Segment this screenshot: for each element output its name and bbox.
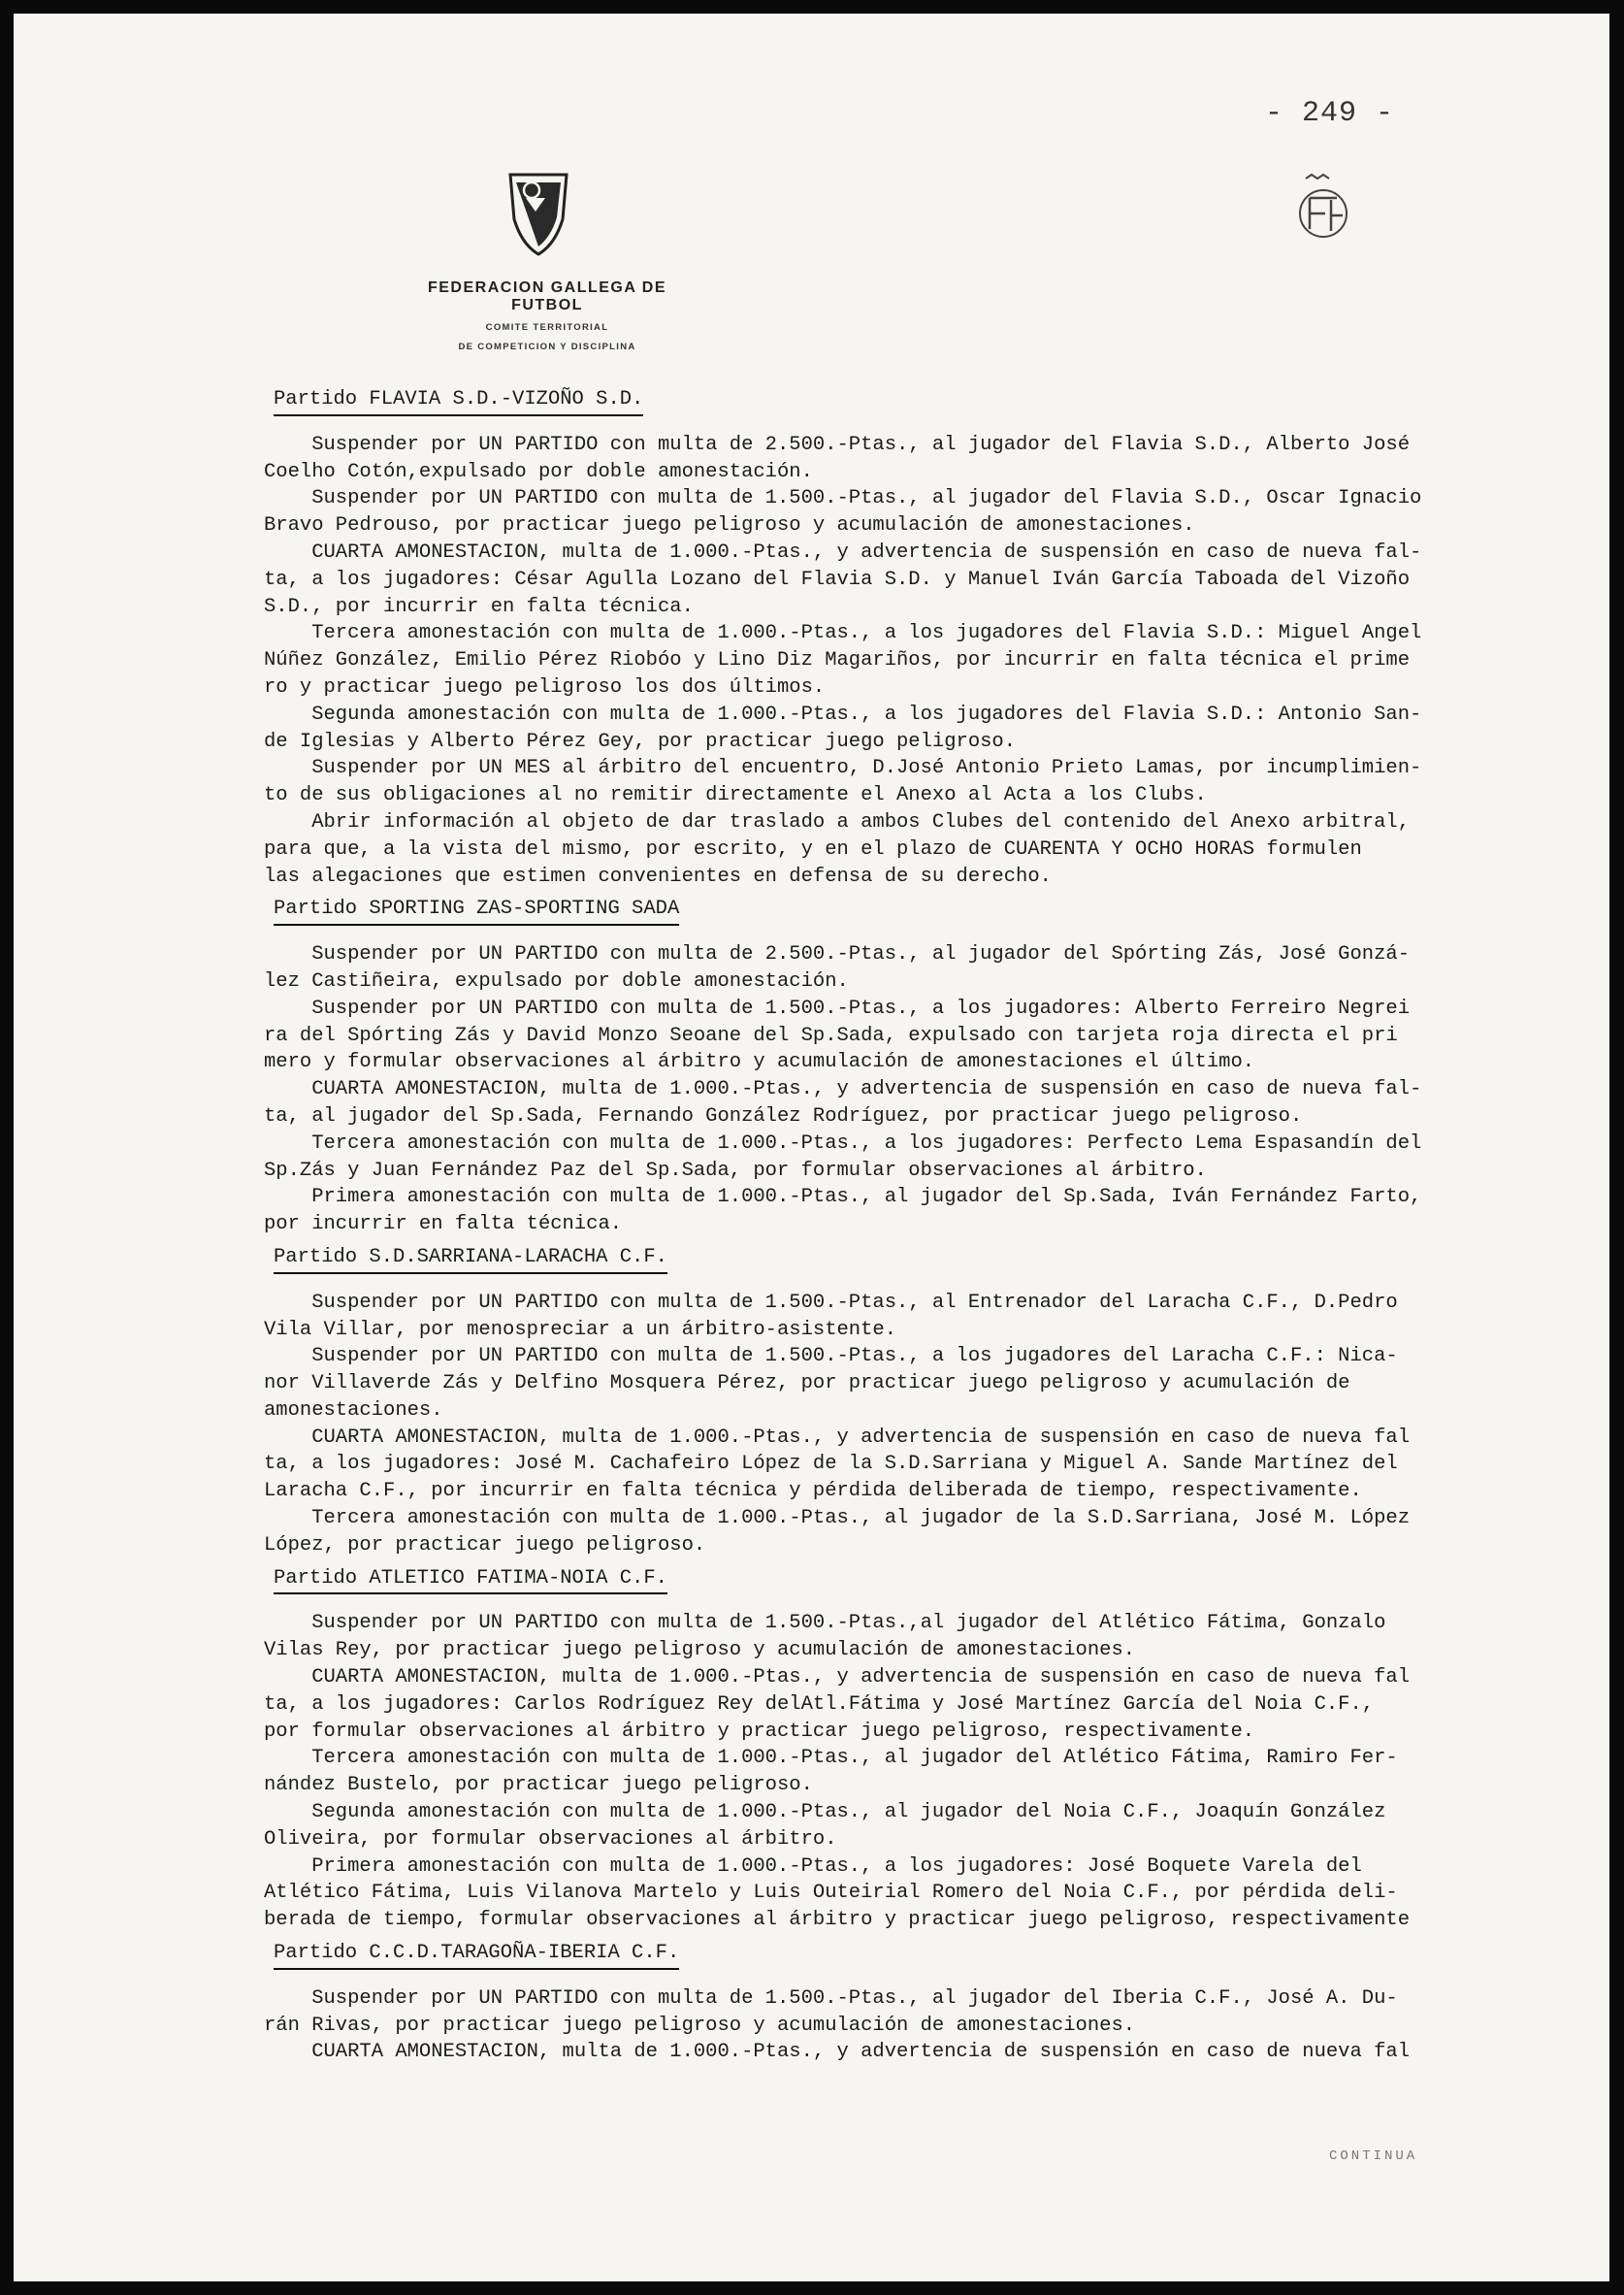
federation-crest-icon (506, 169, 570, 258)
resolution-paragraph (264, 1505, 1609, 1559)
resolution-paragraph (264, 1131, 1609, 1185)
committee-line-2: DE COMPETICION Y DISCIPLINA (458, 342, 636, 352)
text-line: CUARTA AMONESTACION, multa de 1.000.-Ptas., y advertencia de suspensión en caso de nueva fal (264, 1666, 1410, 1689)
text-line: berada de tiempo, formular observaciones al árbitro y practicar juego peligroso, respectivamente (264, 1909, 1410, 1932)
text-line: lez Castiñeira, expulsado por doble amonestación. (264, 969, 849, 993)
resolution-paragraph (264, 1745, 1609, 1799)
resolution-paragraph (264, 1425, 1609, 1505)
text-line: Abrir información al objeto de dar traslado a ambos Clubes del contenido del Anexo arbitral, (264, 810, 1410, 834)
text-line: para que, a la vista del mismo, por escrito, y en el plazo de CUARENTA Y OCHO HORAS formulen (264, 837, 1362, 861)
text-line: Núñez González, Emilio Pérez Riobóo y Lino Diz Magariños, por incurrir en falta técnica el prime (264, 649, 1410, 672)
text-line: por incurrir en falta técnica. (264, 1213, 623, 1236)
resolution-paragraph (264, 1664, 1609, 1745)
resolution-paragraph (264, 1985, 1609, 2040)
resolution-paragraph (264, 620, 1609, 701)
continua-mark: CONTINUA (1329, 2148, 1418, 2164)
resolution-paragraph (264, 2039, 1609, 2066)
text-line: Vila Villar, por menospreciar a un árbitro-asistente. (264, 1318, 897, 1341)
text-line: rán Rivas, por practicar juego peligroso y acumulación de amonestaciones. (264, 2014, 1136, 2037)
text-line: Primera amonestación con multa de 1.000.-Ptas., al jugador del Sp.Sada, Iván Fernández Farto, (264, 1186, 1422, 1209)
text-line: las alegaciones que estimen convenientes en defensa de su derecho. (264, 865, 1052, 888)
text-line: Tercera amonestación con multa de 1.000.-Ptas., a los jugadores del Flavia S.D.: Miguel Angel (264, 622, 1422, 645)
document-page (14, 14, 1609, 2281)
text-line: Vilas Rey, por practicar juego peligroso y acumulación de amonestaciones. (264, 1639, 1136, 1662)
committee-line-1: COMITE TERRITORIAL (485, 322, 609, 333)
text-line: to de sus obligaciones al no remitir directamente el Anexo al Acta a los Clubs. (264, 784, 1207, 807)
text-line: Laracha C.F., por incurrir en falta técnica y pérdida deliberada de tiempo, respectivamente. (264, 1480, 1362, 1503)
text-line: Tercera amonestación con multa de 1.000.-Ptas., al jugador de la S.D.Sarriana, José M. López (264, 1507, 1410, 1530)
text-line: Suspender por UN PARTIDO con multa de 1.500.-Ptas., a los jugadores del Laracha C.F.: Nica- (264, 1345, 1398, 1368)
resolution-paragraph (264, 702, 1609, 756)
match-heading: Partido ATLETICO FATIMA-NOIA C.F. (274, 1565, 667, 1595)
match-heading: Partido C.C.D.TARAGOÑA-IBERIA C.F. (274, 1940, 679, 1970)
match-section (264, 380, 1609, 890)
resolution-paragraph (264, 755, 1609, 809)
text-line: Oliveira, por formular observaciones al árbitro. (264, 1827, 837, 1851)
text-line: por formular observaciones al árbitro y practicar juego peligroso, respectivamente. (264, 1720, 1255, 1743)
text-line: S.D., por incurrir en falta técnica. (264, 595, 694, 618)
text-line: Suspender por UN PARTIDO con multa de 1.500.-Ptas.,al jugador del Atlético Fátima, Gonzalo (264, 1612, 1386, 1635)
text-line: Bravo Pedrouso, por practicar juego peligroso y acumulación de amonestaciones. (264, 514, 1195, 538)
text-line: Suspender por UN PARTIDO con multa de 1.500.-Ptas., al jugador del Iberia C.F., José A. Du- (264, 1986, 1398, 2010)
text-line: CUARTA AMONESTACION, multa de 1.000.-Ptas., y advertencia de suspensión en caso de nueva fal (264, 1426, 1410, 1449)
text-line: Sp.Zás y Juan Fernández Paz del Sp.Sada, por formular observaciones al árbitro. (264, 1159, 1207, 1182)
text-line: Suspender por UN PARTIDO con multa de 2.500.-Ptas., al jugador del Flavia S.D., Alberto José (264, 433, 1410, 456)
text-line: CUARTA AMONESTACION, multa de 1.000.-Ptas., y advertencia de suspensión en caso de nueva fal- (264, 541, 1422, 564)
text-line: amonestaciones. (264, 1398, 443, 1422)
text-line: Suspender por UN PARTIDO con multa de 1.500.-Ptas., a los jugadores: Alberto Ferreiro Negrei (264, 997, 1410, 1020)
text-line: Suspender por UN PARTIDO con multa de 1.500.-Ptas., al Entrenador del Laracha C.F., D.Pedro (264, 1291, 1398, 1314)
resolution-paragraph (264, 1343, 1609, 1424)
resolution-paragraph (264, 432, 1609, 486)
resolution-paragraph (264, 1610, 1609, 1664)
match-section (264, 1238, 1609, 1559)
resolution-paragraph (264, 1076, 1609, 1131)
text-line: Tercera amonestación con multa de 1.000.-Ptas., al jugador del Atlético Fátima, Ramiro Fer- (264, 1747, 1398, 1770)
text-line: Suspender por UN PARTIDO con multa de 1.500.-Ptas., al jugador del Flavia S.D., Oscar Ignacio (264, 487, 1422, 510)
text-line: CUARTA AMONESTACION, multa de 1.000.-Ptas., y advertencia de suspensión en caso de nueva fal (264, 2041, 1410, 2064)
text-line: Segunda amonestación con multa de 1.000.-Ptas., a los jugadores del Flavia S.D.: Antonio San- (264, 703, 1422, 726)
text-line: CUARTA AMONESTACION, multa de 1.000.-Ptas., y advertencia de suspensión en caso de nueva fal- (264, 1078, 1422, 1101)
text-line: ra del Spórting Zás y David Monzo Seoane del Sp.Sada, expulsado con tarjeta roja directa el pri (264, 1024, 1398, 1047)
text-line: mero y formular observaciones al árbitro y acumulación de amonestaciones el último. (264, 1051, 1255, 1074)
resolutions-body (264, 380, 1609, 2066)
text-line: Coelho Cotón,expulsado por doble amonestación. (264, 460, 813, 483)
resolution-paragraph (264, 996, 1609, 1076)
match-heading: Partido FLAVIA S.D.-VIZOÑO S.D. (274, 386, 643, 416)
text-line: ta, a los jugadores: Carlos Rodríguez Rey delAtl.Fátima y José Martínez García del Noia C.F., (264, 1692, 1375, 1716)
resolution-paragraph (264, 485, 1609, 540)
text-line: nor Villaverde Zás y Delfino Mosquera Pérez, por practicar juego peligroso y acumulación de (264, 1372, 1350, 1395)
text-line: Tercera amonestación con multa de 1.000.-Ptas., a los jugadores: Perfecto Lema Espasandín del (264, 1131, 1422, 1155)
match-heading: Partido S.D.SARRIANA-LARACHA C.F. (274, 1244, 667, 1274)
text-line: nández Bustelo, por practicar juego peligroso. (264, 1774, 813, 1797)
text-line: Segunda amonestación con multa de 1.000.-Ptas., al jugador del Noia C.F., Joaquín González (264, 1801, 1386, 1824)
text-line: Primera amonestación con multa de 1.000.-Ptas., a los jugadores: José Boquete Varela del (264, 1854, 1362, 1878)
match-section (264, 890, 1609, 1238)
text-line: Suspender por UN PARTIDO con multa de 2.500.-Ptas., al jugador del Spórting Zás, José Gonzá- (264, 943, 1410, 967)
page-number: - 249 - (1265, 97, 1395, 130)
text-line: ta, a los jugadores: José M. Cachafeiro López de la S.D.Sarriana y Miguel A. Sande Martínez del (264, 1453, 1398, 1476)
text-line: Atlético Fátima, Luis Vilanova Martelo y Luis Outeirial Romero del Noia C.F., por pérdida deli- (264, 1882, 1398, 1905)
text-line: Suspender por UN MES al árbitro del encuentro, D.José Antonio Prieto Lamas, por incumplimien- (264, 757, 1422, 780)
text-line: de Iglesias y Alberto Pérez Gey, por practicar juego peligroso. (264, 730, 1017, 753)
resolution-paragraph (264, 1853, 1609, 1934)
match-section (264, 1934, 1609, 2066)
match-section (264, 1559, 1609, 1934)
text-line: ta, a los jugadores: César Agulla Lozano del Flavia S.D. y Manuel Iván García Taboada del Vizoño (264, 568, 1410, 591)
resolution-paragraph (264, 1290, 1609, 1344)
resolution-paragraph (264, 1184, 1609, 1238)
text-line: López, por practicar juego peligroso. (264, 1533, 706, 1557)
resolution-paragraph (264, 941, 1609, 996)
match-heading: Partido SPORTING ZAS-SPORTING SADA (274, 896, 679, 926)
text-line: ta, al jugador del Sp.Sada, Fernando González Rodríguez, por practicar juego peligroso. (264, 1104, 1303, 1128)
resolution-paragraph (264, 540, 1609, 620)
federation-name: FEDERACION GALLEGA DE FUTBOL (427, 279, 667, 313)
resolution-paragraph (264, 809, 1609, 890)
resolution-paragraph (264, 1799, 1609, 1853)
text-line: ro y practicar juego peligroso los dos últimos. (264, 675, 826, 699)
stamp-emblem-icon (1292, 171, 1354, 245)
